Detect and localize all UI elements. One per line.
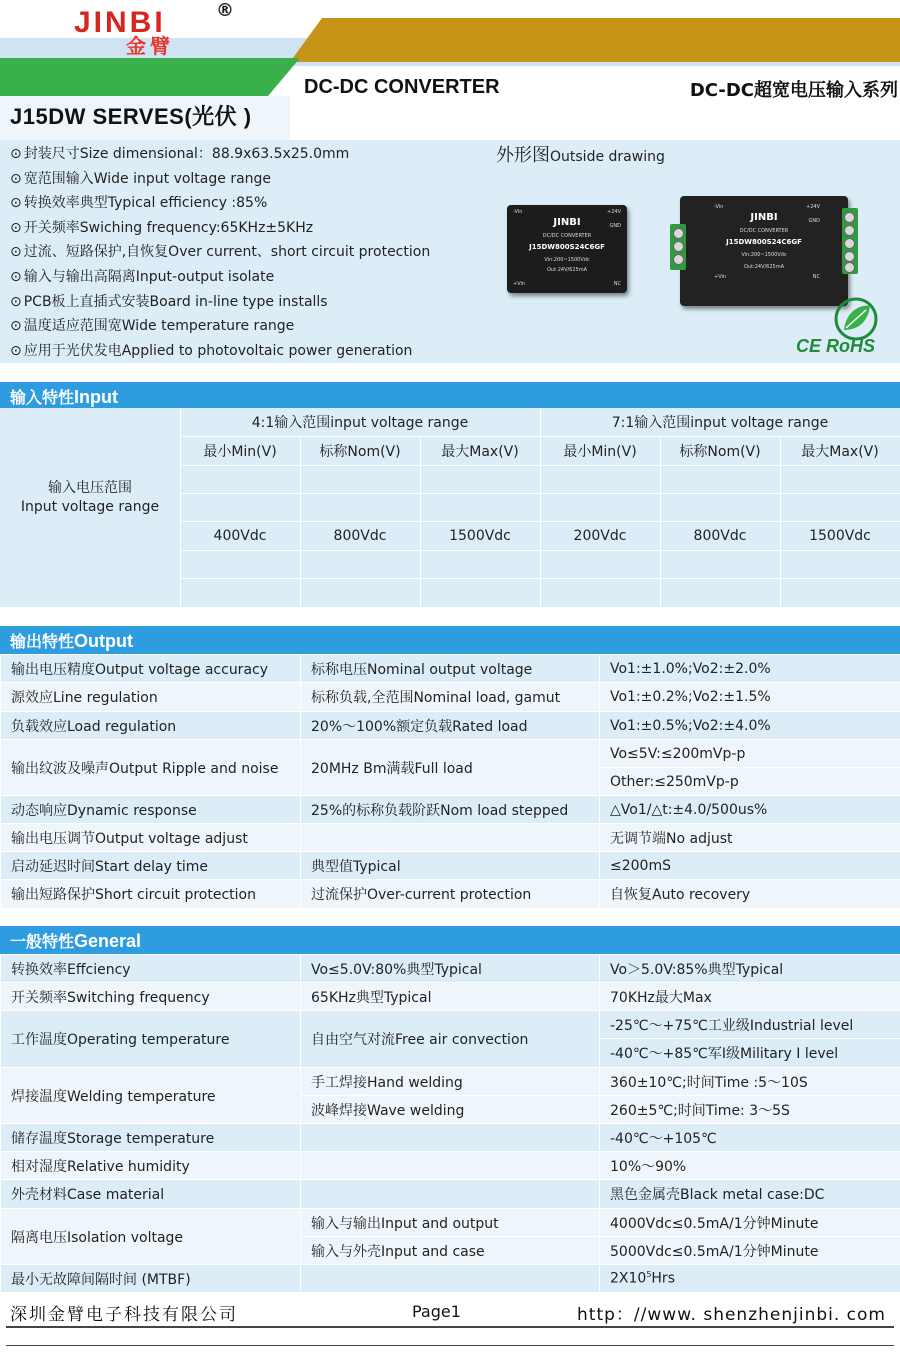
logo: JINBI bbox=[74, 6, 166, 39]
footer-rule bbox=[6, 1326, 894, 1328]
table-row: 输入与外壳Input and case 5000Vdc≤0.5mA/1分钟Minute bbox=[1, 1237, 900, 1265]
value-cell: 800Vdc bbox=[333, 527, 387, 544]
table-row: 输出纹波及噪声Output Ripple and noise 20MHz Bm满载Full load Vo≤5V:≤200mVp-p bbox=[1, 740, 900, 768]
ce-rohs-mark: CE RoHS bbox=[796, 336, 876, 356]
feature-item: ⊙ 温度适应范围宽Wide temperature range bbox=[10, 318, 295, 335]
feature-item: ⊙ 封装尺寸Size dimensional：88.9x63.5x25.0mm bbox=[10, 146, 350, 162]
company-name: 深圳金臂电子科技有限公司 bbox=[10, 1305, 238, 1325]
col-nom: 标称Nom(V) bbox=[679, 443, 761, 460]
col-min: 最小Min(V) bbox=[203, 443, 277, 460]
input-voltage-range-label: 输入电压范围 Input voltage range bbox=[20, 480, 160, 515]
table-row: 启动延迟时间Start delay time 典型值Typical ≤200mS bbox=[1, 852, 900, 880]
page-title: J15DW SERVES(光伏 ) bbox=[10, 104, 252, 129]
output-table bbox=[0, 654, 900, 909]
website-url: http：//www. shenzhenjinbi. com bbox=[577, 1305, 886, 1325]
value-cell: 200Vdc bbox=[573, 527, 627, 544]
table-row: 隔离电压Isolation voltage 输入与输出Input and output 4000Vdc≤0.5mA/1分钟Minute bbox=[1, 1209, 900, 1237]
feature-item: ⊙ 开关频率Swiching frequency:65KHz±5KHz bbox=[10, 219, 314, 236]
col-max: 最大Max(V) bbox=[441, 443, 519, 460]
feature-list bbox=[10, 142, 430, 363]
range-header-4to1: 4:1输入范围input voltage range bbox=[251, 415, 469, 431]
table-row: 转换效率Effciency Vo≤5.0V:80%典型Typical Vo＞5.0V:85%典型Typical bbox=[1, 955, 900, 983]
header-gold-band bbox=[290, 18, 900, 62]
input-table bbox=[0, 408, 900, 607]
value-cell: 400Vdc bbox=[213, 527, 267, 544]
table-row: 外壳材料Case material 黑色金属壳Black metal case:DC bbox=[1, 1180, 900, 1209]
page-number: Page1 bbox=[412, 1302, 461, 1321]
value-cell: 1500Vdc bbox=[449, 527, 511, 544]
table-row: 储存温度Storage temperature -40℃～+105℃ bbox=[1, 1124, 900, 1152]
col-min: 最小Min(V) bbox=[563, 443, 637, 460]
general-table bbox=[0, 954, 900, 1293]
table-row: 波峰焊接Wave welding 260±5℃;时间Time: 3～5S bbox=[1, 1096, 900, 1124]
feature-item: ⊙ 转换效率典型Typical efficiency :85% bbox=[10, 195, 268, 212]
table-row: 焊接温度Welding temperature 手工焊接Hand welding 360±10℃;时间Time :5～10S bbox=[1, 1068, 900, 1096]
module-image-large: -Vin +24V GND JINBI DC/DC CONVERTER J15DW800S24C6GF Vin:200~1500Vdc Out:24V/625mA +Vin NC bbox=[680, 196, 848, 306]
table-row: 相对湿度Relative humidity 10%～90% bbox=[1, 1152, 900, 1180]
feature-item: ⊙ 输入与输出高隔离Input-output isolate bbox=[10, 268, 275, 285]
table-row: 工作温度Operating temperature 自由空气对流Free air convection -25℃～+75℃工业级Industrial level bbox=[1, 1011, 900, 1039]
table-row: 输出电压精度Output voltage accuracy 标称电压Nominal output voltage Vo1:±1.0%;Vo2:±2.0% bbox=[1, 655, 900, 683]
value-cell: 1500Vdc bbox=[809, 527, 871, 544]
section-header-general: 一般特性General bbox=[0, 926, 900, 954]
range-header-7to1: 7:1输入范围input voltage range bbox=[611, 415, 829, 431]
table-row: -40℃～+85℃军Ⅰ级Military I level bbox=[1, 1039, 900, 1068]
outside-drawing-title: 外形图Outside drawing bbox=[496, 145, 665, 166]
header-band bbox=[0, 0, 900, 140]
footer-rule-bottom bbox=[6, 1345, 894, 1346]
feature-item: ⊙ 过流、短路保护,自恢复Over current、short circuit protection bbox=[10, 244, 431, 261]
table-row: 输出电压调节Output voltage adjust 无调节端No adjust bbox=[1, 824, 900, 852]
header-green-band bbox=[0, 58, 300, 96]
series-label: DC-DC超宽电压输入系列 bbox=[689, 80, 898, 101]
table-row: 输出短路保护Short circuit protection 过流保护Over-current protection 自恢复Auto recovery bbox=[1, 880, 900, 909]
table-row: 负载效应Load regulation 20%～100%额定负载Rated load Vo1:±0.5%;Vo2:±4.0% bbox=[1, 712, 900, 740]
section-header-input: 输入特性Input bbox=[0, 382, 900, 410]
col-max: 最大Max(V) bbox=[801, 443, 879, 460]
footer bbox=[0, 1294, 900, 1326]
table-row: Other:≤250mVp-p bbox=[1, 768, 900, 796]
section-header-output: 输出特性Output bbox=[0, 626, 900, 654]
col-nom: 标称Nom(V) bbox=[319, 443, 401, 460]
logo-chinese: 金臂 bbox=[126, 34, 174, 58]
registered-mark: ® bbox=[216, 0, 234, 21]
table-row: 源效应Line regulation 标称负载,全范围Nominal load, gamut Vo1:±0.2%;Vo2:±1.5% bbox=[1, 683, 900, 712]
value-cell: 800Vdc bbox=[693, 527, 747, 544]
mtbf-value: $2X10^5Hrs$ bbox=[600, 1265, 900, 1293]
feature-item: ⊙ 应用于光伏发电Applied to photovoltaic power generation bbox=[10, 342, 413, 359]
feature-item: ⊙ 宽范围输入Wide input voltage range bbox=[10, 170, 272, 187]
module-image-small: -Vin +24V GND JINBI DC/DC CONVERTER J15DW800S24C6GF Vin:200~1500Vdc Out:24V/625mA +Vin NC bbox=[507, 205, 627, 293]
table-row: 动态响应Dynamic response 25%的标称负载阶跃Nom load stepped △Vo1/△t:±4.0/500us% bbox=[1, 796, 900, 824]
table-row: 最小无故障间隔时间 (MTBF) $2X10^5Hrs$ bbox=[1, 1265, 900, 1293]
feature-item: ⊙ PCB板上直插式安装Board in-line type installs bbox=[10, 293, 328, 310]
converter-label: DC-DC CONVERTER bbox=[304, 76, 500, 98]
table-row: 开关频率Switching frequency 65KHz典型Typical 70KHz最大Max bbox=[1, 983, 900, 1011]
